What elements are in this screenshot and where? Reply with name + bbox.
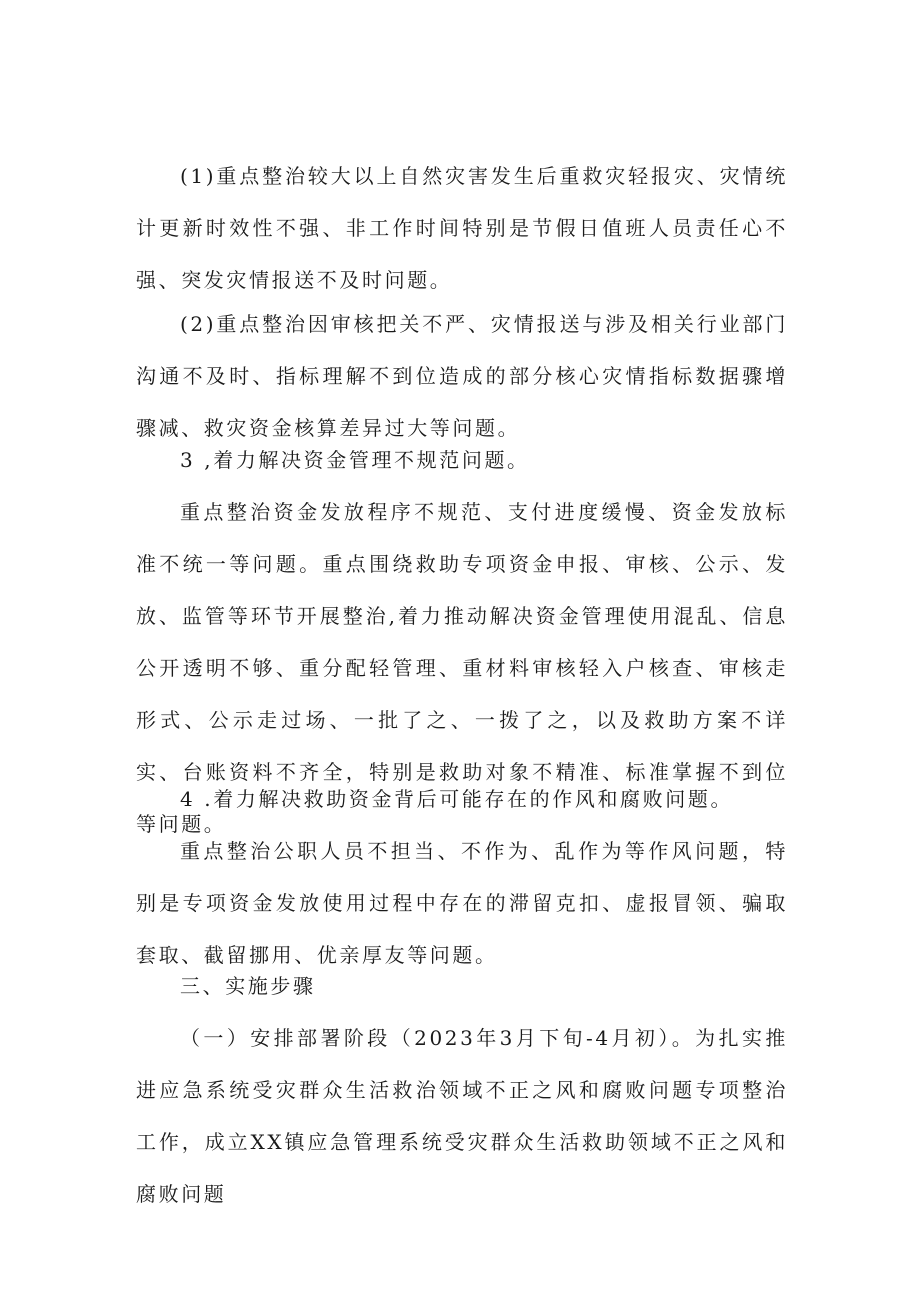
paragraph-item-2-review: (2)重点整治因审核把关不严、灾情报送与涉及相关行业部门沟通不及时、指标理解不到位造成的部分核心灾情指标数据骤增骤减、救灾资金核算差异过大等问题。 <box>136 312 788 440</box>
section-heading-implementation-steps: 三、实施步骤 <box>180 974 316 998</box>
paragraph-funds-management: 重点整治资金发放程序不规范、支付进度缓慢、资金发放标准不统一等问题。重点围绕救助专项资金申报、审核、公示、发放、监管等环节开展整治,着力推动解决资金管理使用混乱、信息公开透明不够、重分配轻管理、重材料审核轻入户核查、审核走形式、公示走过场、一批了之、一拨了之，以及救助方案不详实、台账资料不齐全，特别是救助对象不精准、标准掌握不到位等问题。 <box>136 500 788 836</box>
section-heading-4-corruption: 4 .着力解决救助资金背后可能存在的作风和腐败问题。 <box>180 787 734 811</box>
paragraph-work-style: 重点整治公职人员不担当、不作为、乱作为等作风问题，特别是专项资金发放使用过程中存在的滞留克扣、虚报冒领、骗取套取、截留挪用、优亲厚友等问题。 <box>136 839 788 967</box>
section-heading-3-funds: 3 ,着力解决资金管理不规范问题。 <box>180 448 530 472</box>
paragraph-item-1-natural-disaster: (1)重点整治较大以上自然灾害发生后重救灾轻报灾、灾情统计更新时效性不强、非工作时间特别是节假日值班人员责任心不强、突发灾情报送不及时问题。 <box>136 164 788 292</box>
paragraph-deployment-stage: （一）安排部署阶段（2023年3月下旬-4月初）。为扎实推进应急系统受灾群众生活救治领域不正之风和腐败问题专项整治工作，成立XX镇应急管理系统受灾群众生活救助领域不正之风和腐败问题 <box>136 1026 788 1206</box>
